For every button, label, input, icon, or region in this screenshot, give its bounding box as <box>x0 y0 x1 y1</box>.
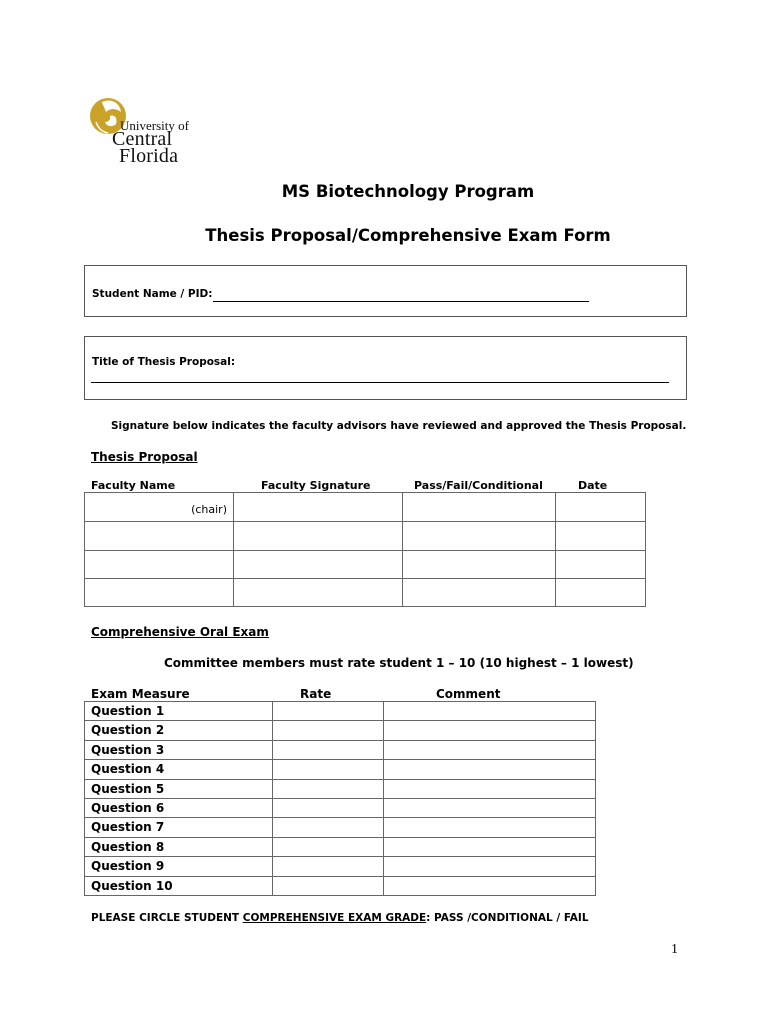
student-name-label: Student Name / PID: <box>92 288 213 300</box>
col-rate: Rate <box>300 687 332 701</box>
date-cell[interactable] <box>556 493 646 522</box>
question-label: Question 2 <box>85 721 273 740</box>
rate-cell[interactable] <box>273 857 384 876</box>
thesis-signature-table <box>84 492 646 607</box>
oral-exam-heading: Comprehensive Oral Exam <box>91 625 269 639</box>
rate-cell[interactable] <box>273 837 384 856</box>
table-row <box>85 493 646 522</box>
comment-cell[interactable] <box>384 857 596 876</box>
faculty-signature-cell[interactable] <box>234 522 403 551</box>
question-label: Question 8 <box>85 837 273 856</box>
comment-cell[interactable] <box>384 876 596 895</box>
table-row <box>85 876 596 895</box>
logo-text-central: Central <box>112 128 173 150</box>
pass-fail-cell[interactable] <box>403 522 556 551</box>
program-title: MS Biotechnology Program <box>281 182 535 201</box>
rate-cell[interactable] <box>273 702 384 721</box>
col-exam-measure: Exam Measure <box>91 687 190 701</box>
grade-note-underlined: COMPREHENSIVE EXAM GRADE <box>242 912 427 924</box>
rating-instruction: Committee members must rate student 1 – 10 (10 highest – 1 lowest) <box>164 656 634 670</box>
question-label: Question 6 <box>85 798 273 817</box>
table-row <box>85 837 596 856</box>
question-label: Question 3 <box>85 740 273 759</box>
signature-note: Signature below indicates the faculty advisors have reviewed and approved the Thesis Proposal. <box>111 420 687 432</box>
col-pass-fail: Pass/Fail/Conditional <box>414 479 543 492</box>
comment-cell[interactable] <box>384 721 596 740</box>
thesis-title-box <box>84 336 687 400</box>
chair-note: (chair) <box>191 503 227 516</box>
grade-note-suffix: : PASS /CONDITIONAL / FAIL <box>426 912 589 924</box>
rate-cell[interactable] <box>273 798 384 817</box>
rate-cell[interactable] <box>273 760 384 779</box>
oral-exam-table <box>84 701 596 896</box>
logo-text-university: University of <box>120 118 189 133</box>
faculty-name-cell[interactable] <box>85 522 234 551</box>
grade-note-prefix: PLEASE CIRCLE STUDENT <box>91 912 243 924</box>
table-row <box>85 702 596 721</box>
thesis-title-label: Title of Thesis Proposal: <box>92 356 236 368</box>
thesis-title-input-line[interactable] <box>91 382 669 383</box>
question-label: Question 1 <box>85 702 273 721</box>
col-faculty-signature: Faculty Signature <box>261 479 371 492</box>
table-row <box>85 740 596 759</box>
student-info-box <box>84 265 687 317</box>
pass-fail-cell[interactable] <box>403 579 556 607</box>
comment-cell[interactable] <box>384 818 596 837</box>
question-label: Question 4 <box>85 760 273 779</box>
question-label: Question 5 <box>85 779 273 798</box>
form-title: Thesis Proposal/Comprehensive Exam Form <box>205 226 611 245</box>
faculty-name-cell[interactable] <box>85 493 234 522</box>
rate-cell[interactable] <box>273 818 384 837</box>
table-row <box>85 798 596 817</box>
grade-note <box>91 912 589 924</box>
pass-fail-cell[interactable] <box>403 551 556 579</box>
table-row <box>85 760 596 779</box>
col-date: Date <box>578 479 608 492</box>
date-cell[interactable] <box>556 579 646 607</box>
date-cell[interactable] <box>556 551 646 579</box>
table-row <box>85 721 596 740</box>
comment-cell[interactable] <box>384 760 596 779</box>
question-label: Question 10 <box>85 876 273 895</box>
table-row <box>85 857 596 876</box>
table-row <box>85 779 596 798</box>
col-comment: Comment <box>436 687 501 701</box>
table-row <box>85 579 646 607</box>
faculty-name-cell[interactable] <box>85 551 234 579</box>
page-number: 1 <box>671 942 678 957</box>
faculty-signature-cell[interactable] <box>234 493 403 522</box>
comment-cell[interactable] <box>384 798 596 817</box>
table-row <box>85 522 646 551</box>
logo-text-florida: Florida <box>119 145 179 167</box>
comment-cell[interactable] <box>384 837 596 856</box>
col-faculty-name: Faculty Name <box>91 479 176 492</box>
comment-cell[interactable] <box>384 702 596 721</box>
faculty-name-cell[interactable] <box>85 579 234 607</box>
rate-cell[interactable] <box>273 876 384 895</box>
date-cell[interactable] <box>556 522 646 551</box>
comment-cell[interactable] <box>384 779 596 798</box>
pass-fail-cell[interactable] <box>403 493 556 522</box>
student-name-input-line[interactable] <box>213 301 589 302</box>
rate-cell[interactable] <box>273 721 384 740</box>
rate-cell[interactable] <box>273 740 384 759</box>
table-row <box>85 551 646 579</box>
faculty-signature-cell[interactable] <box>234 579 403 607</box>
question-label: Question 9 <box>85 857 273 876</box>
question-label: Question 7 <box>85 818 273 837</box>
comment-cell[interactable] <box>384 740 596 759</box>
rate-cell[interactable] <box>273 779 384 798</box>
table-row <box>85 818 596 837</box>
thesis-proposal-heading: Thesis Proposal <box>91 450 198 464</box>
faculty-signature-cell[interactable] <box>234 551 403 579</box>
